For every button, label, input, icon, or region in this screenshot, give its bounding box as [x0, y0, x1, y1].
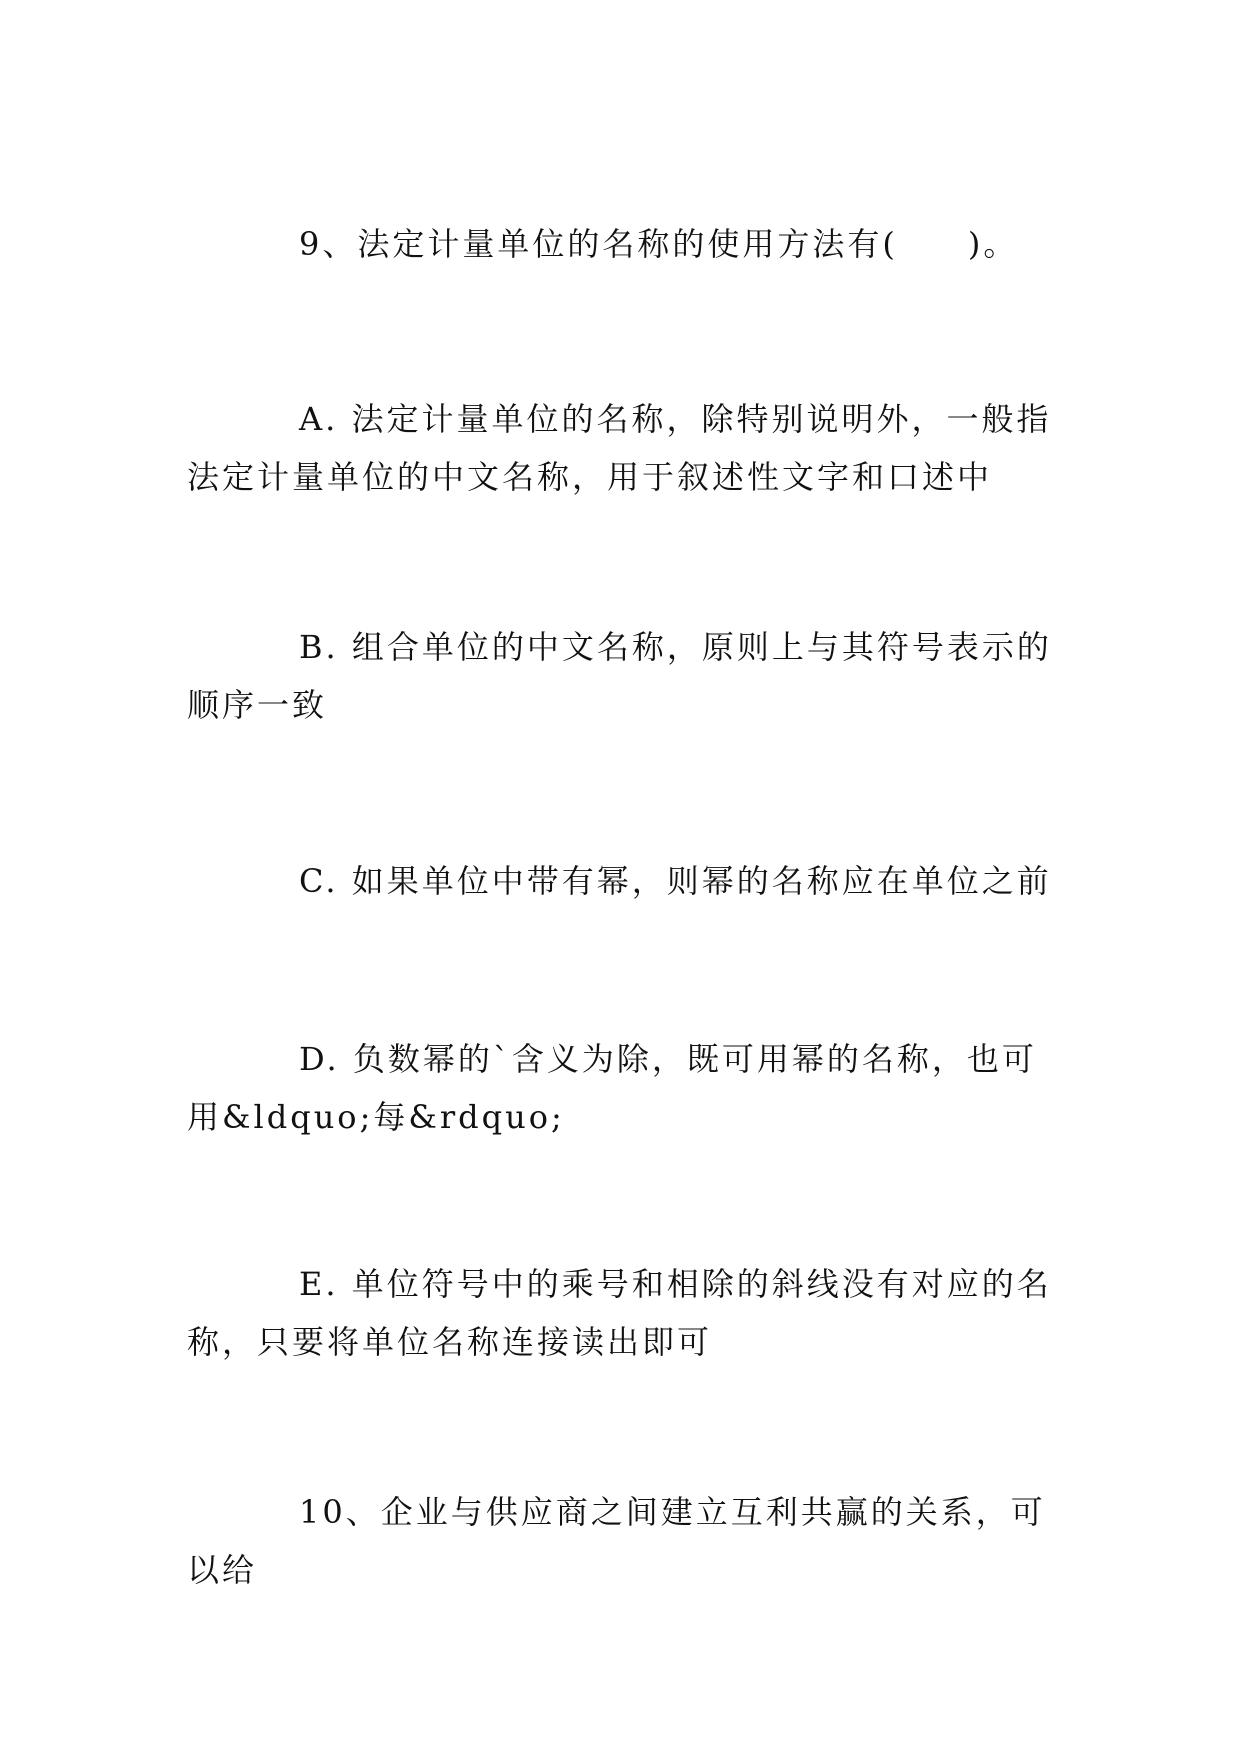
question-9-option-a: A. 法定计量单位的名称，除特别说明外，一般指法定计量单位的中文名称，用于叙述性文字和口述中 — [187, 400, 1052, 496]
question-9-stem: 9、法定计量单位的名称的使用方法有( )。 — [299, 225, 1019, 263]
question-9-option-e: E. 单位符号中的乘号和相除的斜线没有对应的名称，只要将单位名称连接读出即可 — [187, 1265, 1052, 1361]
question-10-stem: 10、企业与供应商之间建立互利共赢的关系，可以给 — [187, 1493, 1046, 1589]
question-9-option-c: C. 如果单位中带有幂，则幂的名称应在单位之前 — [299, 862, 1052, 900]
question-9-option-d: D. 负数幂的`含义为除，既可用幂的名称，也可用&ldquo;每&rdquo; — [187, 1040, 1037, 1136]
question-9-option-b: B. 组合单位的中文名称，原则上与其符号表示的顺序一致 — [187, 628, 1052, 724]
